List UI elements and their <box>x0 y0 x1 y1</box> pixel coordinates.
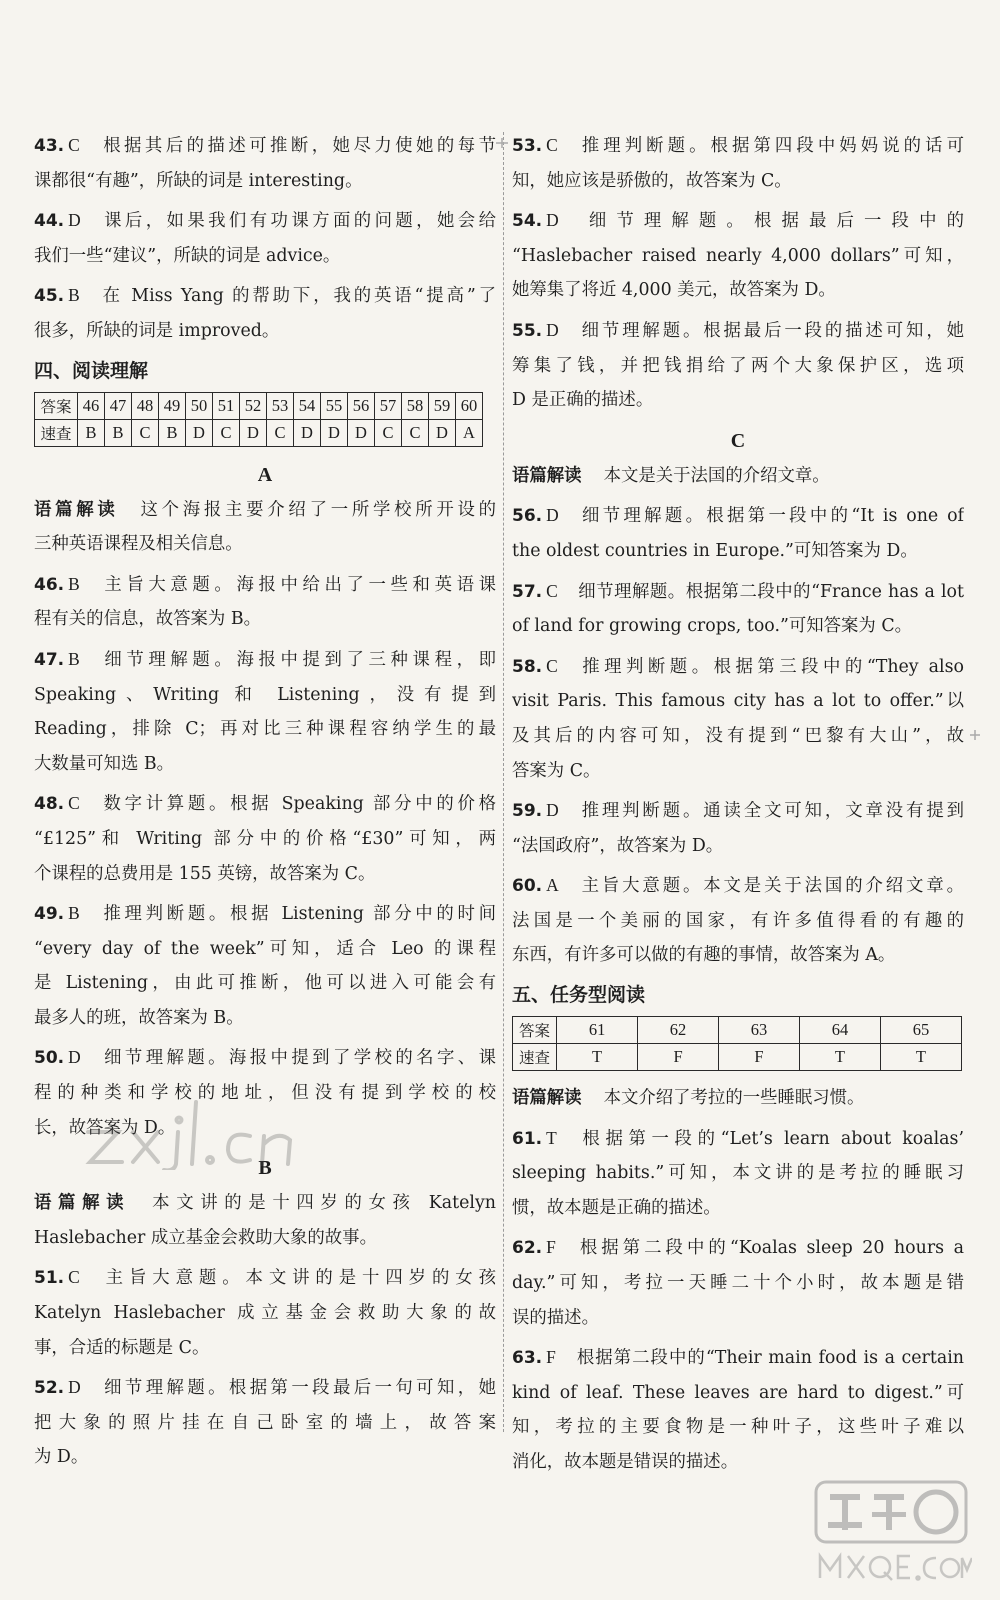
answer-letter: D <box>546 505 559 526</box>
answer-number: 54. <box>512 211 543 232</box>
answer-letter: C <box>68 135 80 155</box>
grid-question-number: 64 <box>799 1017 880 1044</box>
answer-text: 很多，所缺的词是 improved。 <box>34 320 280 341</box>
answer-text: 细节理解题。根据第一段中的“It is one of <box>578 506 964 527</box>
answer-number: 63. <box>512 1348 543 1369</box>
answer-letter: D <box>546 319 559 340</box>
grid-question-number: 51 <box>213 392 240 419</box>
answer-62 <box>512 1230 964 1335</box>
grid-answer: T <box>880 1044 961 1071</box>
answer-text: Speaking、Writing 和 Listening，没有提到 <box>34 684 496 705</box>
answer-number: 62. <box>512 1238 543 1259</box>
answer-text: visit Paris. This famous city has a lot to offer.”以 <box>512 691 964 712</box>
answer-text: 筹集了钱，并把钱捐给了两个大象保护区，选项 <box>512 355 964 376</box>
answer-letter: D <box>68 1377 81 1398</box>
answer-55 <box>512 313 964 418</box>
grid-answer: C <box>402 419 429 446</box>
answer-text: 惯，故本题是正确的描述。 <box>512 1197 721 1218</box>
answer-text: Reading，排除 C；再对比三种课程容纳学生的最 <box>34 719 496 740</box>
grid-answer: D <box>429 419 456 446</box>
answer-number: 58. <box>512 656 543 677</box>
answer-63 <box>512 1340 964 1479</box>
answer-text: of land for growing crops, too.”可知答案为 C。 <box>512 616 913 637</box>
grid-answer: B <box>105 419 132 446</box>
answer-text: 知，考拉的主要食物是一种叶子，这些叶子难以 <box>512 1417 964 1438</box>
grid-answer: B <box>78 419 105 446</box>
answer-text: 为 D。 <box>34 1447 89 1468</box>
answer-text: 她筹集了将近 4,000 美元，故答案为 D。 <box>512 280 836 301</box>
answer-text: 细节理解题。根据第二段中的“France has a lot <box>577 581 964 602</box>
answer-number: 50. <box>34 1048 65 1069</box>
answer-text: day.”可知，考拉一天睡二十个小时，故本题是错 <box>512 1273 964 1294</box>
answer-letter: C <box>68 793 80 814</box>
answer-51 <box>34 1260 496 1365</box>
answer-letter: F <box>546 1347 556 1368</box>
answer-text: 事，合适的标题是 C。 <box>34 1337 210 1358</box>
grid-question-number: 55 <box>321 392 348 419</box>
answer-text: “£125”和 Writing 部分中的价格“£30”可知，两 <box>34 828 496 849</box>
passage-text: 本文讲的是十四岁的女孩 Katelyn <box>152 1193 496 1214</box>
answer-59 <box>512 793 964 863</box>
answer-letter: A <box>546 875 559 896</box>
answer-text: 根据其后的描述可推断，她尽力使她的每节 <box>99 136 496 156</box>
answer-number: 59. <box>512 801 543 822</box>
grid-answer: B <box>159 419 186 446</box>
answer-61 <box>512 1121 964 1226</box>
grid-question-number: 57 <box>375 392 402 419</box>
answer-number: 55. <box>512 320 543 341</box>
answer-text: 推理判断题。根据第三段中的“They also <box>577 656 964 677</box>
grid-question-number: 46 <box>78 392 105 419</box>
section-title-task-reading: 五、任务型阅读 <box>512 984 646 1007</box>
grid-question-number: 65 <box>880 1017 961 1044</box>
grid-answer: F <box>719 1044 800 1071</box>
answer-number: 45. <box>34 286 65 307</box>
answer-60 <box>512 868 964 973</box>
answer-57 <box>512 574 964 644</box>
answer-text: 知，她应该是骄傲的，故答案为 C。 <box>512 170 792 191</box>
grid-row-label: 答案 <box>513 1017 557 1044</box>
answer-text: 细节理解题。根据第一段最后一句可知，她 <box>100 1378 496 1399</box>
grid-row-label: 速查 <box>513 1044 557 1071</box>
answer-text: 最多人的班，故答案为 B。 <box>34 1007 244 1028</box>
passage-text: 这个海报主要介绍了一所学校所开设的 <box>140 499 496 520</box>
answer-grid-reading <box>34 392 483 447</box>
zxjl-watermark <box>78 1092 308 1170</box>
grid-row-label: 答案 <box>35 392 78 419</box>
grid-question-number: 52 <box>240 392 267 419</box>
answer-54 <box>512 203 964 308</box>
answer-text: 主旨大意题。海报中给出了一些和英语课 <box>99 574 496 595</box>
answer-text: sleeping habits.”可知，本文讲的是考拉的睡眠习 <box>512 1163 964 1184</box>
passage-label: 语篇解读 <box>34 1193 131 1214</box>
passage-summary-d <box>512 1081 964 1116</box>
grid-question-number: 62 <box>638 1017 719 1044</box>
grid-answer: F <box>638 1044 719 1071</box>
grid-question-number: 53 <box>267 392 294 419</box>
grid-question-number: 59 <box>429 392 456 419</box>
sub-heading-a: A <box>257 463 273 486</box>
answer-letter: T <box>546 1127 557 1148</box>
answer-number: 51. <box>34 1268 65 1289</box>
answer-46 <box>34 567 496 637</box>
answer-number: 52. <box>34 1378 65 1399</box>
grid-question-number: 60 <box>456 392 483 419</box>
answer-letter: B <box>68 573 80 594</box>
answer-number: 47. <box>34 649 65 670</box>
answer-number: 53. <box>512 136 543 156</box>
grid-answer: T <box>799 1044 880 1071</box>
grid-question-number: 48 <box>132 392 159 419</box>
grid-answer: A <box>456 419 483 446</box>
answer-letter: B <box>68 648 80 669</box>
answer-text: 东西，有许多可以做的有趣的事情，故答案为 A。 <box>512 945 896 966</box>
grid-question-number: 61 <box>557 1017 638 1044</box>
mxqe-logo-watermark <box>812 1478 972 1588</box>
answer-text: 细节理解题。根据最后一段的描述可知，她 <box>578 320 964 341</box>
answer-text: 法国是一个美丽的国家，有许多值得看的有趣的 <box>512 910 964 931</box>
grid-answer: D <box>294 419 321 446</box>
answer-text: 个课程的总费用是 155 英镑，故答案为 C。 <box>34 863 376 884</box>
answer-text: 我们一些“建议”，所缺的词是 advice。 <box>34 245 341 266</box>
answer-text: Katelyn Haslebacher 成立基金会救助大象的故 <box>34 1303 496 1324</box>
column-divider <box>503 132 504 1432</box>
grid-answer: D <box>186 419 213 446</box>
grid-question-number: 56 <box>348 392 375 419</box>
answer-44 <box>34 203 496 273</box>
answer-text: 在 Miss Yang 的帮助下，我的英语“提高”了 <box>99 286 496 307</box>
answer-56 <box>512 498 964 568</box>
answer-text: 答案为 C。 <box>512 760 601 781</box>
answer-letter: C <box>546 655 558 676</box>
answer-52 <box>34 1370 496 1475</box>
answer-number: 44. <box>34 211 65 232</box>
answer-letter: D <box>546 800 559 821</box>
answer-49 <box>34 896 496 1035</box>
margin-mark-icon <box>968 728 982 742</box>
passage-text: 三种英语课程及相关信息。 <box>34 534 243 555</box>
answer-number: 57. <box>512 581 543 602</box>
answer-text: 数字计算题。根据 Speaking 部分中的价格 <box>99 794 496 815</box>
grid-answer: T <box>557 1044 638 1071</box>
answer-number: 43. <box>34 136 65 156</box>
answer-45 <box>34 278 496 348</box>
answer-letter: C <box>546 135 558 155</box>
answer-letter: F <box>546 1237 556 1258</box>
grid-question-number: 54 <box>294 392 321 419</box>
sub-heading-b: B <box>258 1157 272 1180</box>
answer-number: 56. <box>512 506 543 527</box>
answer-text: 主旨大意题。本文讲的是十四岁的女孩 <box>99 1268 496 1289</box>
answer-number: 60. <box>512 876 543 897</box>
passage-text: 本文是关于法国的介绍文章。 <box>603 465 830 486</box>
answer-number: 48. <box>34 794 65 815</box>
grid-answer: C <box>213 419 240 446</box>
answer-number: 46. <box>34 574 65 595</box>
grid-question-number: 49 <box>159 392 186 419</box>
answer-47 <box>34 642 496 781</box>
passage-summary-a <box>34 493 496 562</box>
answer-text: “Haslebacher raised nearly 4,000 dollars”可知， <box>512 245 964 266</box>
answer-letter: B <box>68 903 80 924</box>
answer-text: 细节理解题。根据最后一段中的 <box>578 211 964 232</box>
answer-letter: C <box>68 1267 80 1288</box>
grid-answer: C <box>375 419 402 446</box>
answer-letter: D <box>546 210 559 231</box>
passage-text: 本文介绍了考拉的一些睡眠习惯。 <box>603 1088 865 1109</box>
grid-question-number: 58 <box>402 392 429 419</box>
grid-question-number: 63 <box>719 1017 800 1044</box>
answer-letter: C <box>546 580 558 601</box>
answer-53 <box>512 128 964 198</box>
answer-text: “every day of the week”可知，适合 Leo 的课程 <box>34 938 496 959</box>
grid-answer: C <box>132 419 159 446</box>
answer-text: 推理判断题。通读全文可知，文章没有提到 <box>578 801 964 822</box>
answer-text: 推理判断题。根据第四段中妈妈说的话可 <box>577 136 964 156</box>
answer-text: 推理判断题。根据 Listening 部分中的时间 <box>99 904 496 925</box>
answer-text: 是 Listening，由此可推断，他可以进入可能会有 <box>34 973 496 994</box>
passage-label: 语篇解读 <box>512 1088 582 1109</box>
answer-text: 课后，如果我们有功课方面的问题，她会给 <box>100 211 496 232</box>
answer-text: D 是正确的描述。 <box>512 390 654 411</box>
grid-row-label: 速查 <box>35 419 78 446</box>
answer-text: kind of leaf. These leaves are hard to digest.”可 <box>512 1382 964 1403</box>
answer-text: 及其后的内容可知，没有提到“巴黎有大山”，故 <box>512 725 964 746</box>
answer-number: 61. <box>512 1128 543 1149</box>
passage-summary-b <box>34 1186 496 1255</box>
answer-48 <box>34 786 496 891</box>
answer-grid-task-reading <box>512 1016 962 1071</box>
answer-58 <box>512 649 964 788</box>
passage-label: 语篇解读 <box>512 465 582 486</box>
answer-text: 细节理解题。海报中提到了学校的名字、课 <box>100 1048 496 1069</box>
passage-summary-c <box>512 459 964 494</box>
answer-letter: D <box>68 1047 81 1068</box>
answer-text: 主旨大意题。本文是关于法国的介绍文章。 <box>578 876 964 897</box>
left-column <box>34 128 496 1480</box>
answer-text: 根据第一段的“Let’s learn about koalas’ <box>576 1128 964 1149</box>
sub-heading-c: C <box>730 429 746 452</box>
grid-question-number: 47 <box>105 392 132 419</box>
grid-answer: D <box>348 419 375 446</box>
answer-text: 程有关的信息，故答案为 B。 <box>34 609 261 630</box>
answer-text: 细节理解题。海报中提到了三种课程，即 <box>99 649 496 670</box>
grid-answer: D <box>321 419 348 446</box>
answer-text: 程的种类和学校的地址，但没有提到学校的校 <box>34 1083 496 1104</box>
answer-number: 49. <box>34 904 65 925</box>
passage-text: Haslebacher 成立基金会救助大象的故事。 <box>34 1227 377 1248</box>
grid-answer: D <box>240 419 267 446</box>
right-column <box>512 128 964 1485</box>
answer-43 <box>34 128 496 198</box>
passage-label: 语篇解读 <box>34 499 119 520</box>
margin-mark-icon <box>494 136 510 150</box>
answer-text: the oldest countries in Europe.”可知答案为 D。 <box>512 540 918 561</box>
answer-text: 根据第二段中的“Koalas sleep 20 hours a <box>575 1238 964 1259</box>
grid-answer: C <box>267 419 294 446</box>
answer-letter: D <box>68 210 81 231</box>
answer-text: 把大象的照片挂在自己卧室的墙上，故答案 <box>34 1412 496 1433</box>
answer-letter: B <box>68 285 80 306</box>
section-title-reading: 四、阅读理解 <box>34 359 149 382</box>
answer-text: 根据第二段中的“Their main food is a certain <box>575 1348 964 1369</box>
answer-text: 消化，故本题是错误的描述。 <box>512 1452 739 1472</box>
answer-text: 大数量可知选 B。 <box>34 753 175 774</box>
grid-question-number: 50 <box>186 392 213 419</box>
answer-text: 长，故答案为 D。 <box>34 1117 176 1138</box>
answer-text: 课都很“有趣”，所缺的词是 interesting。 <box>34 170 363 191</box>
answer-text: “法国政府”，故答案为 D。 <box>512 835 724 856</box>
answer-text: 误的描述。 <box>512 1307 599 1328</box>
